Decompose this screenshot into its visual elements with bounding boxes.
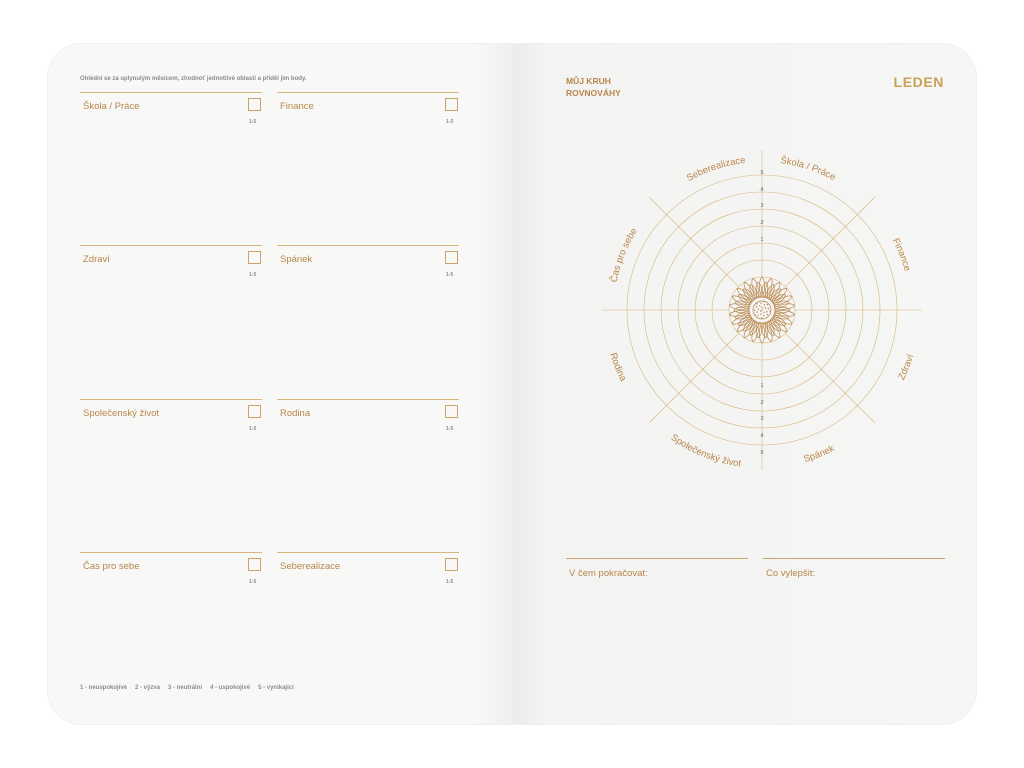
score-legend: [80, 685, 294, 691]
right-page: [512, 44, 976, 724]
sunflower-seed: [767, 304, 768, 305]
score-range: 1-5: [446, 426, 454, 432]
area-label: Společenský život: [83, 408, 160, 419]
wheel-label-cas-pro-sebe: Čas pro sebe: [608, 226, 640, 284]
score-range: 1-5: [249, 119, 257, 125]
score-range: 1-5: [249, 426, 257, 432]
sunflower-seed: [762, 307, 763, 308]
area-label: Spánek: [280, 254, 313, 265]
area-family: [277, 399, 459, 432]
title-line: MŮJ KRUH: [566, 76, 611, 86]
sunflower-petal: [734, 307, 749, 312]
sunflower-petal: [759, 323, 764, 343]
scale-upper: [760, 170, 764, 243]
scale-number: 2: [760, 220, 764, 226]
sunflower-seed: [760, 311, 761, 312]
area-health: [80, 245, 262, 278]
sunflower-seed: [760, 314, 761, 315]
wheel-spoke: [785, 197, 875, 287]
score-range: 1-5: [446, 579, 454, 585]
area-rule: [80, 552, 262, 553]
wheel-label-skola-prace: Škola / Práce: [779, 155, 838, 184]
sunflower-seed: [758, 309, 759, 310]
continue-rule: [566, 558, 748, 559]
sunflower-seed: [767, 314, 768, 315]
area-rule: [80, 245, 262, 246]
legend-item: 5 - vynikající: [258, 685, 294, 691]
wheel-spoke: [785, 333, 875, 423]
scale-number: 1: [760, 237, 764, 243]
sunflower-seed: [769, 310, 770, 311]
wheel-label-finance: Finance: [889, 236, 913, 273]
wheel-label-seberealizace: Seberealizace: [684, 154, 747, 185]
sunflower-seed: [761, 317, 762, 318]
wheel-label-spanek: Spánek: [802, 443, 837, 465]
area-school-work: [80, 92, 262, 125]
sunflower-petal: [775, 307, 790, 312]
improve-label: Co vylepšit:: [766, 568, 816, 579]
score-range: 1-5: [249, 579, 257, 585]
title-line: ROVNOVÁHY: [566, 88, 621, 98]
score-box[interactable]: [445, 98, 458, 111]
area-rule: [277, 92, 459, 93]
score-box[interactable]: [248, 251, 261, 264]
area-rule: [277, 399, 459, 400]
area-self-realization: [277, 552, 459, 585]
wheel-label-spolecensky-zivot: Společenský život: [668, 432, 742, 470]
area-social-life: [80, 399, 262, 432]
scale-number: 5: [760, 450, 764, 456]
month-label: LEDEN: [893, 74, 944, 90]
score-range: 1-5: [446, 119, 454, 125]
area-label: Čas pro sebe: [83, 561, 140, 572]
area-rule: [277, 552, 459, 553]
sunflower-seed: [754, 310, 755, 311]
legend-item: 2 - výzva: [135, 685, 161, 691]
score-box[interactable]: [248, 405, 261, 418]
sunflower-seed: [756, 311, 757, 312]
area-label: Zdraví: [83, 254, 110, 265]
area-rule: [80, 399, 262, 400]
continue-section: [566, 558, 748, 579]
score-range: 1-5: [446, 272, 454, 278]
balance-wheel: [512, 44, 976, 544]
wheel-label-zdravi: Zdraví: [896, 353, 917, 382]
legend-item: 1 - neuspokojivé: [80, 685, 128, 691]
sunflower-petal: [759, 277, 764, 297]
area-rule: [80, 92, 262, 93]
area-label: Rodina: [280, 408, 311, 419]
area-label: Škola / Práce: [83, 101, 140, 112]
left-page: [48, 44, 512, 724]
sunflower-seed: [768, 308, 769, 309]
planner-spread: [48, 44, 976, 724]
scale-number: 4: [760, 187, 764, 193]
scale-number: 5: [760, 170, 764, 176]
score-box[interactable]: [445, 405, 458, 418]
improve-section: [763, 558, 945, 579]
wheel-spoke: [649, 333, 739, 423]
continue-label: V čem pokračovat:: [569, 568, 648, 579]
sunflower-seed: [760, 302, 761, 303]
scale-number: 4: [760, 433, 764, 439]
sunflower-seed: [763, 301, 764, 302]
sunflower-seed: [756, 303, 757, 304]
legend-item: 3 - neutrální: [168, 685, 203, 691]
area-label: Seberealizace: [280, 561, 341, 572]
area-me-time: [80, 552, 262, 585]
instruction-text: Ohlédni se za uplynulým měsícem, zhodnoť jednotlivé oblasti a přiděl jim body.: [80, 76, 307, 82]
sunflower-seed: [756, 306, 757, 307]
improve-rule: [763, 558, 945, 559]
sunflower-seed: [761, 309, 762, 310]
area-label: Finance: [280, 101, 314, 112]
score-range: 1-5: [249, 272, 257, 278]
area-sleep: [277, 245, 459, 278]
sunflower-seed: [759, 305, 760, 306]
legend-item: 4 - uspokojivé: [210, 685, 251, 691]
scale-number: 3: [760, 203, 764, 209]
score-box[interactable]: [248, 558, 261, 571]
wheel-spoke: [649, 197, 739, 287]
sunflower-seed: [763, 312, 764, 313]
sunflower-icon: [729, 277, 795, 343]
scale-number: 3: [760, 416, 764, 422]
score-box[interactable]: [445, 251, 458, 264]
score-box[interactable]: [248, 98, 261, 111]
sunflower-seed: [757, 315, 758, 316]
sunflower-seed: [766, 311, 767, 312]
area-finance: [277, 92, 459, 125]
wheel-label-rodina: Rodina: [607, 351, 629, 384]
scale-number: 2: [760, 400, 764, 406]
score-box[interactable]: [445, 558, 458, 571]
sunflower-seed: [764, 304, 765, 305]
area-rule: [277, 245, 459, 246]
sunflower-seed: [754, 314, 755, 315]
sunflower-seed: [763, 315, 764, 316]
scale-number: 1: [760, 383, 764, 389]
sunflower-seed: [765, 307, 766, 308]
